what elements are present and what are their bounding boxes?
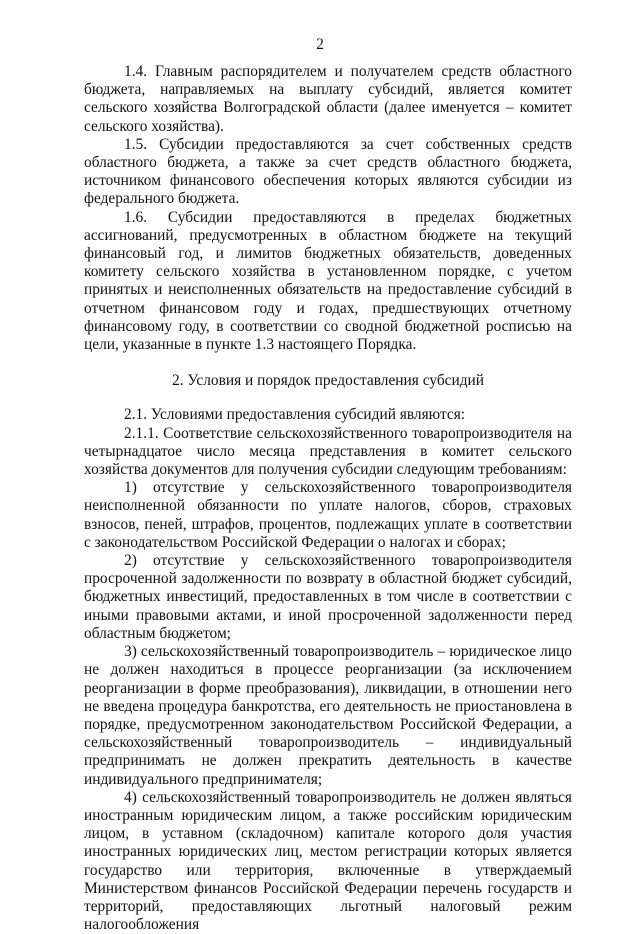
list-item-3: 3) сельскохозяйственный товаропроизводитель – юридическое лицо не должен находиться в процессе реорганизации (за исключением реорганизации в форме преобразования), ликвидации, в отношении него не введена процедура банкротства, его деятельность не приостановлена в порядке, предусмотренном законодательством Российской Федерации, а сельскохозяйственный товаропроизводитель – индивидуальный предпринимать не должен прекратить деятельность в качестве индивидуального предпринимателя; <box>84 643 572 788</box>
paragraph-1-6: 1.6. Субсидии предоставляются в пределах бюджетных ассигнований, предусмотренных в областном бюджете на текущий финансовый год, и лимитов бюджетных обязательств, доведенных комитету сельского хозяйства в установленном порядке, с учетом принятых и неисполненных обязательств на предоставление субсидий в отчетном финансовом году и годах, предшествующих отчетному финансовому году, в соответствии со сводной бюджетной росписью на цели, указанные в пункте 1.3 настоящего Порядка. <box>84 208 572 354</box>
section-heading: 2. Условия и порядок предоставления субсидий <box>171 372 485 390</box>
list-item-1: 1) отсутствие у сельскохозяйственного товаропроизводителя неисполненной обязанности по уплате налогов, сборов, страховых взносов, пеней, штрафов, процентов, подлежащих уплате в соответствии с законодательством Российской Федерации о налогах и сборах; <box>84 479 572 551</box>
paragraph-2-1-1: 2.1.1. Соответствие сельскохозяйственного товаропроизводителя на четырнадцатое число месяца представления в комитет сельского хозяйства документов для получения субсидии следующим требованиям: <box>84 424 572 479</box>
document-body <box>84 63 572 934</box>
paragraph-2-1: 2.1. Условиями предоставления субсидий являются: <box>124 406 466 424</box>
list-item-2: 2) отсутствие у сельскохозяйственного товаропроизводителя просроченной задолженности по возврату в областной бюджет субсидий, бюджетных инвестиций, предоставленных в том числе в соответствии с иными правовыми актами, и иной просроченной задолженности перед областным бюджетом; <box>84 552 572 642</box>
paragraph-1-4: 1.4. Главным распорядителем и получателем средств областного бюджета, направляемых на выплату субсидий, является комитет сельского хозяйства Волгоградской области (далее именуется – комитет сельского хозяйства). <box>84 63 572 135</box>
paragraph-1-5: 1.5. Субсидии предоставляются за счет собственных средств областного бюджета, а также за счет средств областного бюджета, источником финансового обеспечения которых являются субсидии из федерального бюджета. <box>84 135 572 208</box>
list-item-4: 4) сельскохозяйственный товаропроизводитель не должен являться иностранным юридическим лицом, а также российским юридическим лицом, в уставном (складочном) капитале которого доля участия иностранных юридических лиц, местом регистрации которых является государство или территория, включенные в утверждаемый Министерством финансов Российской Федерации перечень государств и территорий, предоставляющих льготный налоговый режим налогообложения <box>84 788 572 934</box>
page-number: 2 <box>316 36 324 53</box>
